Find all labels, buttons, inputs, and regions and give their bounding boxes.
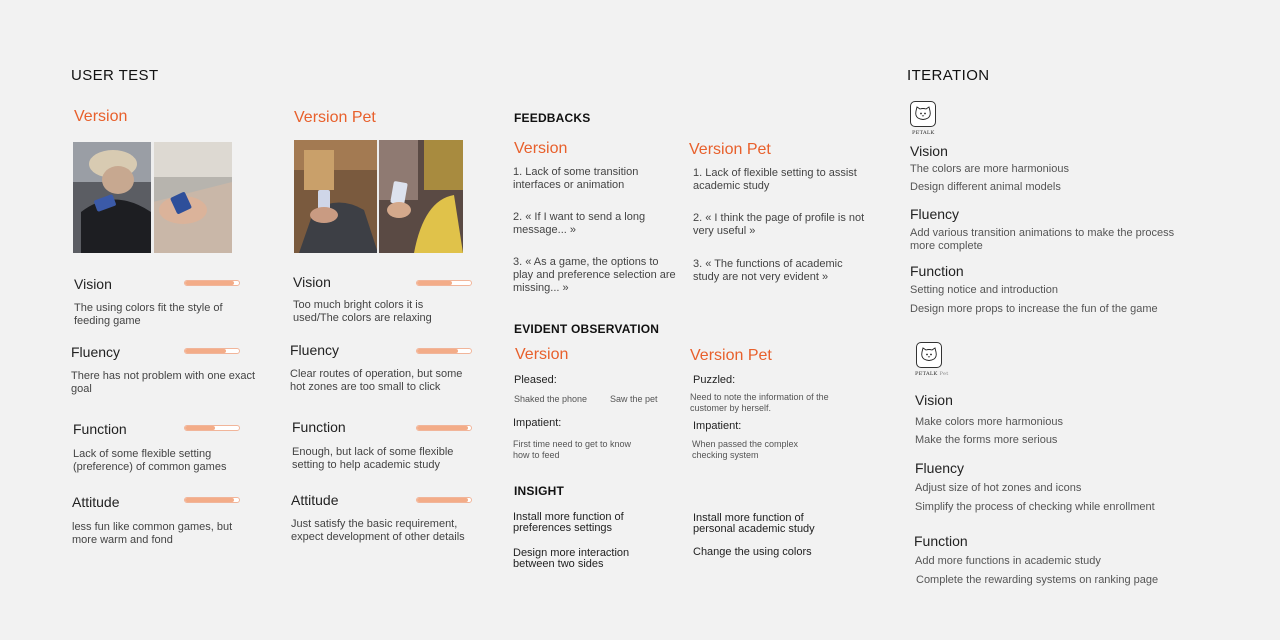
observation-pleased-item-1: Shaked the phone [514,394,588,404]
observation-version-impatient-label: Impatient: [513,417,562,429]
feedback-version-item-2: 2. « If I want to send a long message... » [513,211,646,236]
petalk-logo [910,101,936,127]
version-pet-attitude-label: Attitude [291,492,339,508]
observation-pleased-item-2: Saw the pet [610,394,658,404]
version-attitude-label: Attitude [72,494,120,510]
iteration-a-fluency-title: Fluency [910,206,960,222]
bar-fill [185,349,226,353]
version-pet-attitude-desc: Just satisfy the basic requirement, expect development of other details [291,518,465,543]
insight-right-item-1: Install more function of personal academic study [693,512,815,535]
bar-fill [185,498,234,502]
observation-version-pet-impatient-label: Impatient: [693,420,742,432]
version-function-label: Function [73,421,127,437]
iteration-a-vision-item-2: Design different animal models [910,181,1061,193]
version-pet-vision-desc: Too much bright colors it is used/The colors are relaxing [293,299,432,324]
version-vision-desc: The using colors fit the style of feeding game [74,302,223,327]
iteration-a-function-title: Function [910,263,964,279]
observation-pleased-label: Pleased: [514,374,557,386]
petalk-pet-logo-sub: Pet [939,371,949,377]
feedbacks-title: FEEDBACKS [514,111,591,125]
petalk-pet-logo [916,342,942,368]
feedback-version-pet-item-2: 2. « I think the page of profile is not very useful » [693,212,865,237]
version-function-desc: Lack of some flexible setting (preference) of common games [73,448,227,473]
insight-title: INSIGHT [514,484,565,498]
iteration-b-function-item-2: Complete the rewarding systems on ranking page [916,574,1159,586]
bar-fill [185,281,234,285]
observation-version-impatient-text: First time need to get to know how to feed [513,439,632,460]
petalk-pet-logo-text [915,371,949,377]
version-pet-vision-bar [416,280,472,286]
feedback-version-pet-item-1: 1. Lack of flexible setting to assist academic study [693,167,857,192]
feedback-version-item-3: 3. « As a game, the options to play and preference selection are missing... » [513,256,676,294]
feedback-version-item-1: 1. Lack of some transition interfaces or animation [513,166,639,191]
version-attitude-desc: less fun like common games, but more warm and fond [72,521,233,546]
iteration-a-vision-item-1: The colors are more harmonious [910,163,1069,175]
iteration-a-function-item-2: Design more props to increase the fun of the game [910,303,1158,315]
user-test-version-label: Version [74,108,128,125]
version-pet-function-label: Function [292,419,346,435]
iteration-b-vision-item-1: Make colors more harmonious [915,416,1063,428]
petalk-logo-text: PETALK [912,130,935,136]
user-test-photo-version [73,142,232,253]
version-pet-fluency-bar [416,348,472,354]
iteration-title: ITERATION [907,67,990,84]
observation-version-pet-label: Version Pet [690,347,772,364]
version-pet-vision-label: Vision [293,274,331,290]
version-fluency-desc: There has not problem with one exact goal [71,370,256,395]
bar-fill [417,281,452,285]
iteration-a-fluency-item-1: Add various transition animations to make the process more complete [910,227,1175,252]
bar-fill [417,426,468,430]
observation-puzzled-label: Puzzled: [693,374,736,386]
version-vision-label: Vision [74,276,112,292]
observation-version-label: Version [515,346,569,363]
feedbacks-version-label: Version [514,140,568,157]
version-pet-function-bar [416,425,472,431]
iteration-b-function-title: Function [914,533,968,549]
version-vision-bar [184,280,240,286]
iteration-b-function-item-1: Add more functions in academic study [915,555,1101,567]
iteration-a-vision-title: Vision [910,143,948,159]
insight-left-item-2: Design more interaction between two sides [513,547,630,570]
feedback-version-pet-item-3: 3. « The functions of academic study are not very evident » [693,258,843,283]
version-fluency-label: Fluency [71,344,121,360]
bar-fill [185,426,215,430]
user-test-title: USER TEST [71,67,159,84]
user-test-photo-version-pet [294,140,463,253]
observation-puzzled-text: Need to note the information of the customer by herself. [690,392,829,413]
cat-face-icon [911,102,935,126]
iteration-a-function-item-1: Setting notice and introduction [910,284,1058,296]
bar-fill [417,349,458,353]
version-pet-fluency-label: Fluency [290,342,340,358]
iteration-b-fluency-title: Fluency [915,460,965,476]
bar-fill [417,498,468,502]
version-pet-fluency-desc: Clear routes of operation, but some hot zones are too small to click [290,368,463,393]
feedbacks-version-pet-label: Version Pet [689,141,771,158]
version-attitude-bar [184,497,240,503]
user-test-version-pet-label: Version Pet [294,109,376,126]
insight-left-item-1: Install more function of preferences settings [513,511,624,534]
petalk-pet-logo-name: PETALK [915,371,938,377]
evident-observation-title: EVIDENT OBSERVATION [514,322,660,336]
version-function-bar [184,425,240,431]
version-fluency-bar [184,348,240,354]
insight-right-item-2: Change the using colors [693,546,812,558]
version-pet-function-desc: Enough, but lack of some flexible setting to help academic study [292,446,454,471]
cat-face-icon [917,343,941,367]
observation-version-pet-impatient-text: When passed the complex checking system [692,439,799,460]
version-pet-attitude-bar [416,497,472,503]
iteration-b-fluency-item-2: Simplify the process of checking while enrollment [915,501,1155,513]
iteration-b-vision-title: Vision [915,392,953,408]
iteration-b-vision-item-2: Make the forms more serious [915,434,1058,446]
iteration-b-fluency-item-1: Adjust size of hot zones and icons [915,482,1082,494]
